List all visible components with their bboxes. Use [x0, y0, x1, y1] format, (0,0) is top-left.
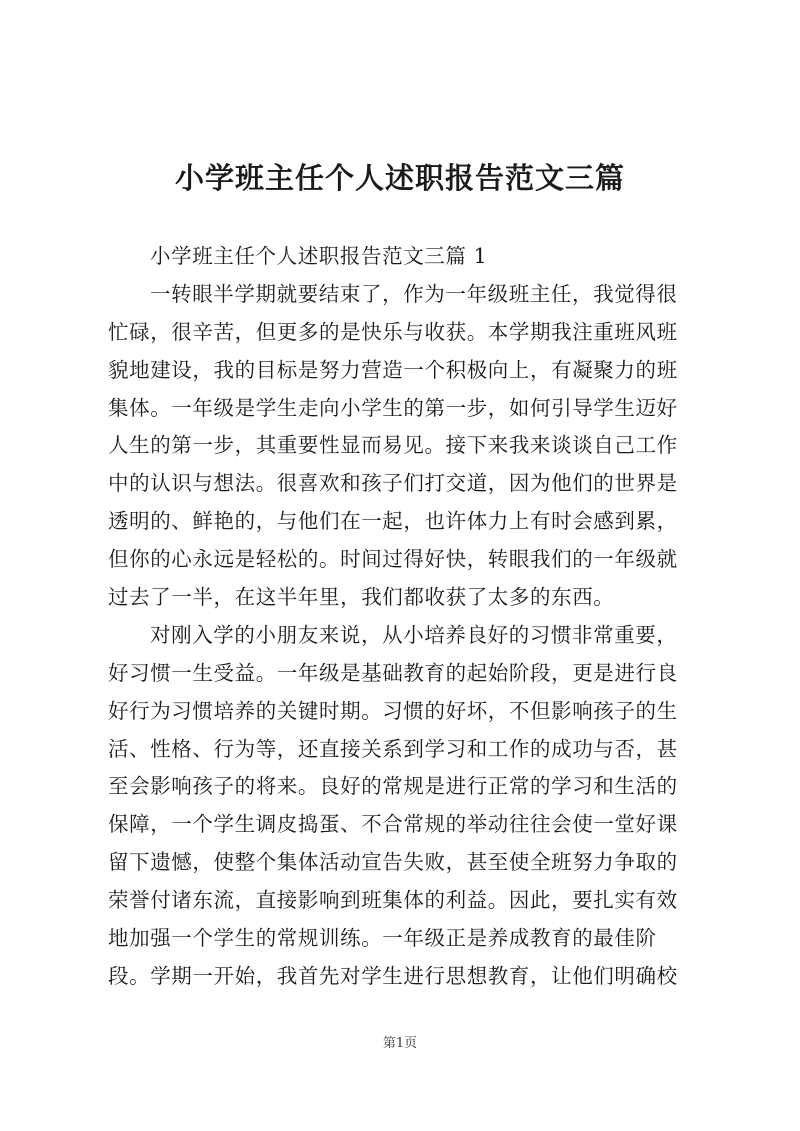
- paragraph-line: 活、性格、行为等，还直接关系到学习和工作的成功与否，甚: [108, 736, 678, 761]
- paragraph-line: 对刚入学的小朋友来说，从小培养良好的习惯非常重要，: [150, 622, 678, 647]
- document-body: [108, 238, 688, 996]
- document-title: 小学班主任个人述职报告范文三篇: [174, 161, 625, 195]
- paragraph-line: 人生的第一步，其重要性显而易见。接下来我来谈谈自己工作: [108, 433, 678, 458]
- paragraph-line: 留下遗憾，使整个集体活动宣告失败，甚至使全班努力争取的: [108, 850, 678, 875]
- paragraph-line: 但你的心永远是轻松的。时间过得好快，转眼我们的一年级就: [108, 547, 678, 572]
- paragraph-line: 中的认识与想法。很喜欢和孩子们打交道，因为他们的世界是: [108, 471, 678, 496]
- paragraph-line: 保障，一个学生调皮捣蛋、不合常规的举动往往会使一堂好课: [108, 812, 678, 837]
- paragraph-line: 至会影响孩子的将来。良好的常规是进行正常的学习和生活的: [108, 774, 678, 799]
- paragraph-line: 一转眼半学期就要结束了，作为一年级班主任，我觉得很: [150, 281, 678, 306]
- paragraph-line: 地加强一个学生的常规训练。一年级正是养成教育的最佳阶: [108, 926, 657, 951]
- paragraph-line: 忙碌，很辛苦，但更多的是快乐与收获。本学期我注重班风班: [108, 319, 678, 344]
- paragraph-line: 好习惯一生受益。一年级是基础教育的起始阶段，更是进行良: [108, 660, 678, 685]
- paragraph-line: 集体。一年级是学生走向小学生的第一步，如何引导学生迈好: [108, 395, 678, 420]
- section-heading: 小学班主任个人述职报告范文三篇 1: [150, 244, 488, 268]
- paragraph-line: 好行为习惯培养的关键时期。习惯的好坏，不但影响孩子的生: [108, 698, 678, 723]
- paragraph-line: 段。学期一开始，我首先对学生进行思想教育，让他们明确校: [108, 963, 678, 988]
- paragraph-line: 貌地建设，我的目标是努力营造一个积极向上，有凝聚力的班: [108, 357, 678, 382]
- paragraph-line: 过去了一半，在这半年里，我们都收获了太多的东西。: [108, 585, 615, 610]
- paragraph-line: 荣誉付诸东流，直接影响到班集体的利益。因此，要扎实有效: [108, 888, 678, 913]
- page-number: 第1页: [382, 1036, 418, 1051]
- paragraph-line: 透明的、鲜艳的，与他们在一起，也许体力上有时会感到累，: [108, 509, 678, 534]
